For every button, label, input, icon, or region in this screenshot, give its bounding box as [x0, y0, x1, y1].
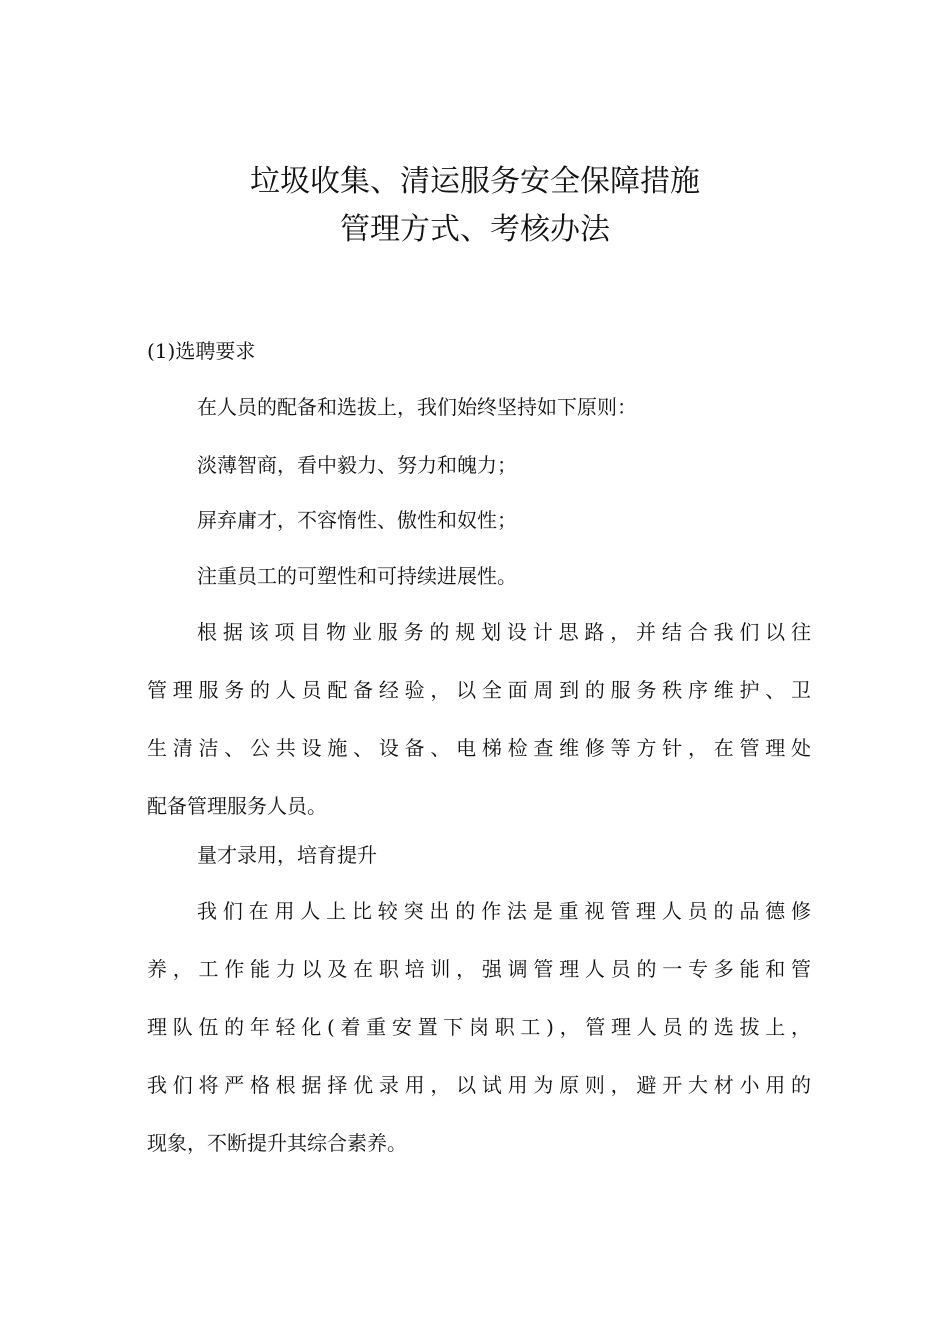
section-heading: (1)选聘要求 — [147, 339, 256, 363]
paragraph-7-line-1: 我们在用人上比较突出的作法是重视管理人员的品德修 — [197, 899, 811, 923]
paragraph-1: 在人员的配备和选拔上，我们始终坚持如下原则： — [197, 395, 637, 419]
paragraph-5 — [147, 617, 811, 849]
paragraph-6: 量才录用，培育提升 — [197, 843, 377, 867]
paragraph-5-line-2: 管理服务的人员配备经验，以全面周到的服务秩序维护、卫 — [147, 678, 811, 702]
paragraph-5-line-4: 配备管理服务人员。 — [147, 794, 327, 818]
paragraph-5-line-1: 根据该项目物业服务的规划设计思路，并结合我们以往 — [197, 620, 811, 644]
paragraph-7-line-3: 理队伍的年轻化(着重安置下岗职工)，管理人员的选拔上， — [147, 1015, 811, 1039]
paragraph-7-line-4: 我们将严格根据择优录用，以试用为原则，避开大材小用的 — [147, 1073, 811, 1097]
paragraph-3: 屏弃庸才，不容惰性、傲性和奴性； — [197, 508, 517, 532]
paragraph-7-line-2: 养，工作能力以及在职培训，强调管理人员的一专多能和管 — [147, 957, 811, 981]
title-line-1: 垃圾收集、清运服务安全保障措施 — [250, 164, 700, 199]
paragraph-2: 淡薄智商，看中毅力、努力和魄力； — [197, 453, 517, 477]
title-line-2: 管理方式、考核办法 — [340, 212, 610, 247]
document-title — [0, 158, 950, 254]
paragraph-7-line-5: 现象，不断提升其综合素养。 — [147, 1131, 407, 1155]
paragraph-7 — [147, 896, 811, 1186]
paragraph-4: 注重员工的可塑性和可持续进展性。 — [197, 564, 517, 588]
paragraph-5-line-3: 生清洁、公共设施、设备、电梯检查维修等方针，在管理处 — [147, 736, 811, 760]
